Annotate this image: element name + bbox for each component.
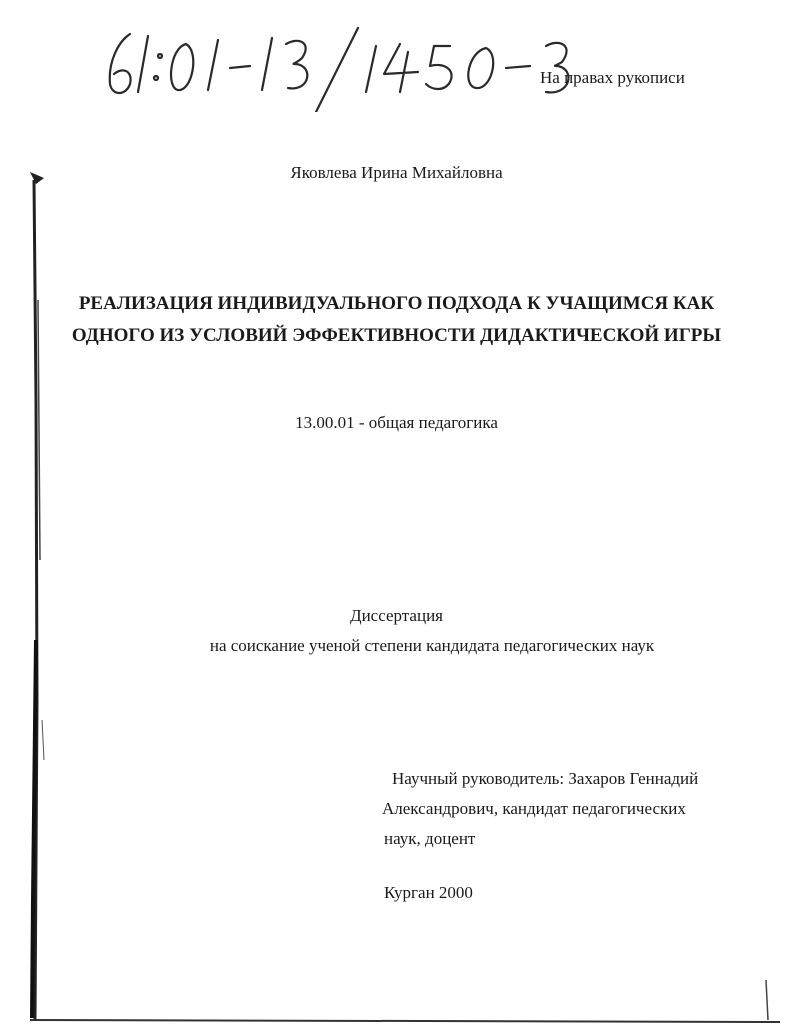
supervisor-line-3: наук, доцент — [384, 829, 476, 848]
handwritten-archive-code — [100, 22, 620, 112]
dissertation-title — [0, 288, 793, 352]
rights-notice: На правах рукописи — [540, 68, 685, 87]
supervisor-line-2: Александрович, кандидат педагогических — [382, 799, 686, 818]
city-year: Курган 2000 — [384, 883, 473, 902]
dissertation-type: Диссертация — [349, 606, 443, 625]
specialty-code: 13.00.01 - общая педагогика — [295, 413, 498, 432]
supervisor-line-1: Научный руководитель: Захаров Геннадий — [392, 769, 699, 788]
author-name: Яковлева Ирина Михайловна — [290, 163, 503, 182]
supervisor-block — [382, 764, 699, 854]
dissertation-degree: на соискание ученой степени кандидата педагогических наук — [209, 636, 655, 655]
title-line-1: РЕАЛИЗАЦИЯ ИНДИВИДУАЛЬНОГО ПОДХОДА К УЧАЩИМСЯ КАК — [78, 293, 715, 314]
title-line-2: ОДНОГО ИЗ УСЛОВИЙ ЭФФЕКТИВНОСТИ ДИДАКТИЧЕСКОЙ ИГРЫ — [71, 325, 722, 346]
